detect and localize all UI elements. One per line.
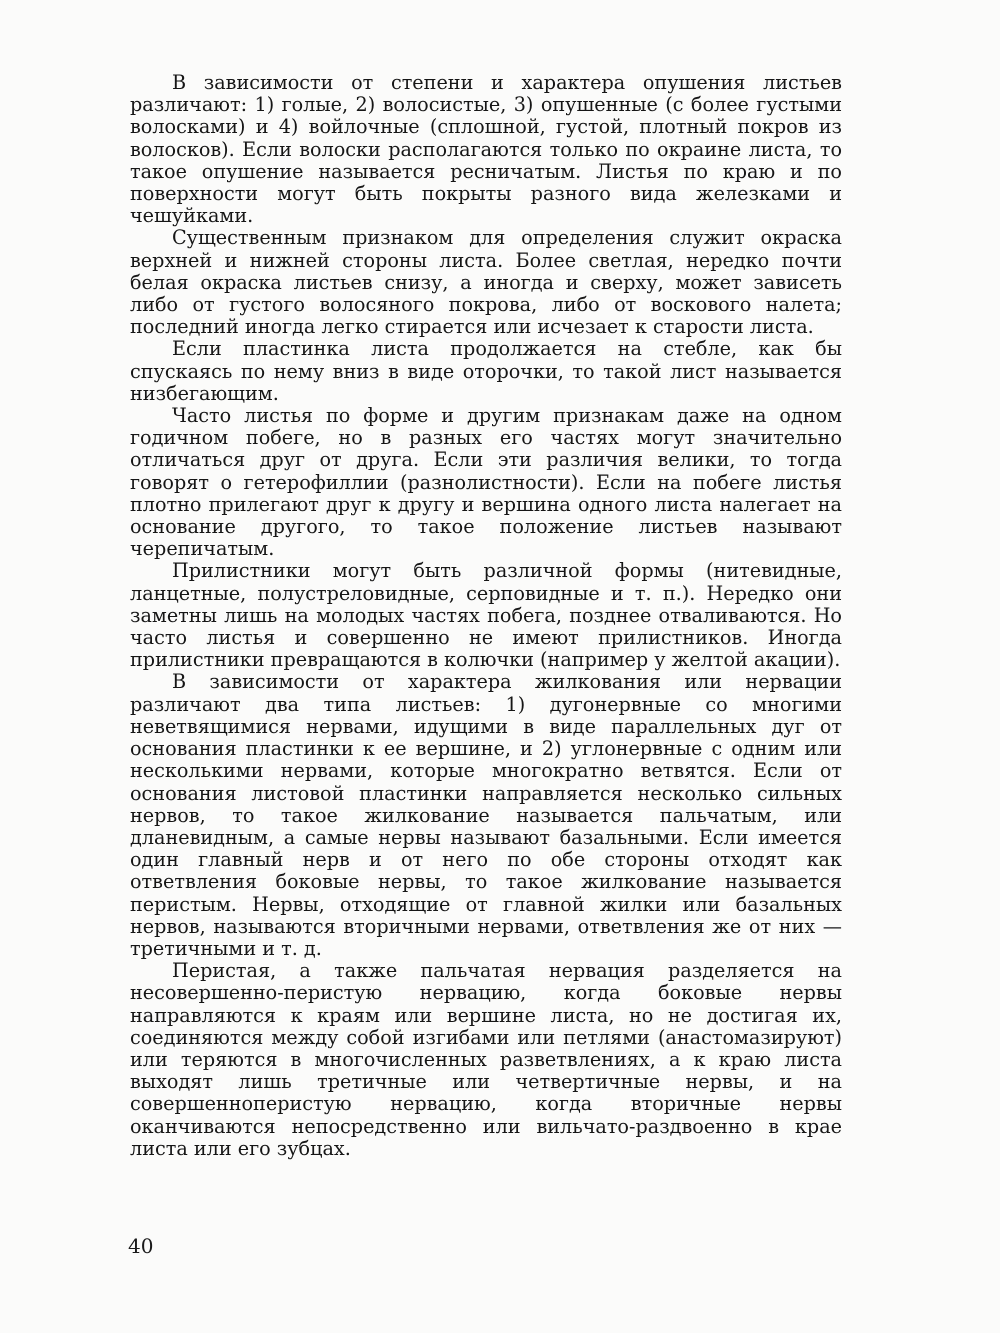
paragraph-decurrent-leaf: Если пластинка листа продолжается на стебле, как бы спускаясь по нему вниз в виде оторочки, то такой лист называется низбегающим. xyxy=(130,337,842,405)
paragraph-stipules: Прилистники могут быть различной формы (нитевидные, ланцетные, полустреловидные, серповидные и т. п.). Нередко они заметны лишь на молодых частях побега, позднее отваливаются. Но часто листья и совершенно не имеют прилистников. Иногда прилистники превращаются в колючки (например у желтой акации). xyxy=(130,559,842,672)
paragraph-pubescence: В зависимости от степени и характера опушения листьев различают: 1) голые, 2) волосистые, 3) опушенные (с более густыми волосками) и 4) войлочные (сплошной, густой, плотный покров из волосков). Если волоски располагаются только по окраине листа, то такое опушение называется ресничатым. Листья по краю и по поверхности могут быть покрыты разного вида железками и чешуйками. xyxy=(130,71,842,228)
paragraph-pinnate-venation: Перистая, а также пальчатая нервация разделяется на несовершенно-перистую нервацию, когда боковые нервы направляются к краям или вершине листа, но не достигая их, соединяются между собой изгибами или петлями (анастомазируют) или теряются в многочисленных разветвлениях, а к краю листа выходят лишь третичные или четвертичные нервы, и на совершенноперистую нервацию, когда вторичные нервы оканчиваются непосредственно или вильчато-раздвоенно в крае листа или его зубцах. xyxy=(130,959,842,1160)
paragraph-venation-types: В зависимости от характера жилкования или нервации различают два типа листьев: 1) дугонервные со многими неветвящимися нервами, идущими в виде параллельных дуг от основания пластинки к ее вершине, и 2) углонервные с одним или несколькими нервами, которые многократно ветвятся. Если от основания листовой пластинки направляется несколько сильных нервов, то такое жилкование называется пальчатым, или дланевидным, а самые нервы называют базальными. Если имеется один главный нерв и от него по обе стороны отходят как ответвления боковые нервы, то такое жилкование называется перистым. Нервы, отходящие от главной жилки или базальных нервов, называются вторичными нервами, ответвления же от них — третичными и т. д. xyxy=(130,670,842,960)
page-number: 40 xyxy=(128,1234,154,1258)
paragraph-heterophylly: Часто листья по форме и другим признакам даже на одном годичном побеге, но в разных его частях могут значительно отличаться друг от друга. Если эти различия велики, то тогда говорят о гетерофиллии (разнолистности). Если на побеге листья плотно прилегают друг к другу и вершина одного листа налегает на основание другого, то такое положение листьев называют черепичатым. xyxy=(130,404,842,561)
paragraph-leaf-coloring: Существенным признаком для определения служит окраска верхней и нижней стороны листа. Более светлая, нередко почти белая окраска листьев снизу, а иногда и сверху, может зависеть либо от густого волосяного покрова, либо от воскового налета; последний иногда легко стирается или исчезает к старости листа. xyxy=(130,226,842,339)
body-text xyxy=(130,72,842,1160)
